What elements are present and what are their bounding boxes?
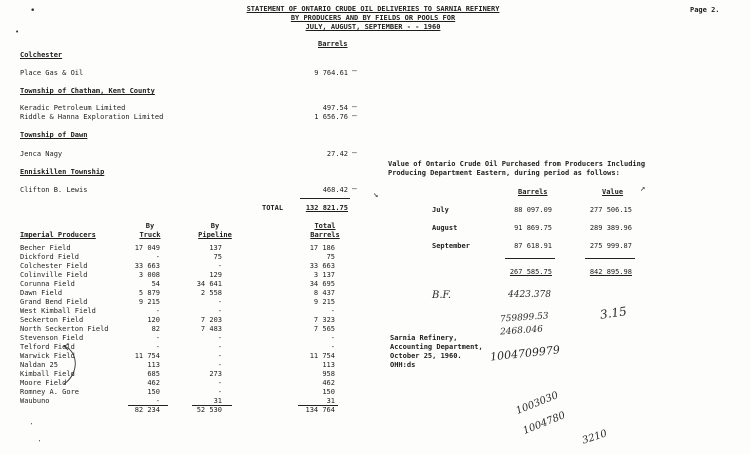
- handwritten-note: 2468.046: [499, 324, 544, 338]
- pen-mark: ‧: [38, 437, 41, 447]
- producer-barrels: 9 764.61: [314, 69, 348, 77]
- pipeline-value: -: [217, 379, 222, 387]
- truck-value: 11 754: [134, 352, 160, 360]
- section-heading: Colchester: [20, 51, 63, 59]
- total-barrels-value: 34 695: [309, 280, 335, 288]
- handwritten-note: 1004709979: [489, 343, 561, 364]
- truck-value: 462: [147, 379, 160, 387]
- producer-barrels: 27.42: [326, 150, 348, 158]
- producer-name: Jenca Nagy: [20, 150, 63, 158]
- handwritten-note: 4423.378: [508, 290, 551, 300]
- statement-title: STATEMENT OF ONTARIO CRUDE OIL DELIVERIES TO SARNIA REFINERY: [246, 5, 500, 13]
- truck-value: 54: [151, 280, 160, 288]
- pipeline-value: 7 483: [200, 325, 222, 333]
- total-barrels-value: 7 565: [313, 325, 335, 333]
- field-name: Kimball Field: [20, 370, 75, 378]
- month-barrels: 87 618.91: [514, 242, 552, 250]
- truck-value: 9 215: [138, 298, 160, 306]
- total-barrels-value: 958: [322, 370, 335, 378]
- producer-barrels: 468.42: [322, 186, 348, 194]
- total-value: 132 821.75: [305, 204, 348, 212]
- section-heading: Enniskillen Township: [20, 168, 105, 176]
- check-mark: —: [352, 184, 357, 193]
- value-intro: Producing Department Eastern, during period as follows:: [388, 169, 620, 177]
- barrels-header: Barrels: [318, 40, 348, 48]
- total-barrels-value: -: [330, 343, 335, 351]
- field-name: Colchester Field: [20, 262, 88, 270]
- col-pipeline-head: By: [210, 222, 220, 230]
- pen-mark: •: [30, 6, 36, 16]
- signoff-line: Accounting Department,: [390, 343, 483, 351]
- field-name: Dawn Field: [20, 289, 63, 297]
- total-barrels-value: 33 663: [309, 262, 335, 270]
- producer-name: Riddle & Hanna Exploration Limited: [20, 113, 164, 121]
- pipeline-value: -: [217, 352, 222, 360]
- truck-value: -: [155, 343, 160, 351]
- pipeline-value: 273: [209, 370, 222, 378]
- truck-value: 150: [147, 388, 160, 396]
- pipeline-value: -: [217, 334, 222, 342]
- month-label: September: [432, 242, 470, 250]
- check-mark: —: [352, 111, 357, 120]
- pipeline-value: -: [217, 361, 222, 369]
- truck-value: -: [155, 307, 160, 315]
- total-barrels-value: 9 215: [313, 298, 335, 306]
- total-barrels-value: 75: [326, 253, 335, 261]
- imperial-heading: Imperial Producers: [20, 231, 96, 239]
- pipeline-value: -: [217, 388, 222, 396]
- truck-value: 33 663: [134, 262, 160, 270]
- page-number: Page 2.: [690, 6, 720, 14]
- arrow-icon: [60, 343, 82, 387]
- pipeline-value: 2 558: [200, 289, 222, 297]
- month-barrels: 91 869.75: [514, 224, 552, 232]
- month-value: 275 999.87: [589, 242, 632, 250]
- total-barrels-value: 11 754: [309, 352, 335, 360]
- producer-name: Place Gas & Oil: [20, 69, 84, 77]
- field-name: Grand Bend Field: [20, 298, 88, 306]
- pipeline-value: 31: [213, 397, 222, 405]
- truck-value: 113: [147, 361, 160, 369]
- pipeline-value: -: [217, 298, 222, 306]
- month-label: July: [432, 206, 449, 214]
- handwritten-note: B.F.: [432, 290, 452, 301]
- value-col-barrels: Barrels: [518, 188, 548, 196]
- total-barrels-value: 113: [322, 361, 335, 369]
- check-mark: —: [352, 148, 357, 157]
- pen-mark: ↘: [373, 190, 379, 200]
- pen-mark: •: [15, 28, 20, 36]
- signoff-date: October 25, 1960.: [390, 352, 462, 360]
- field-name: North Seckerton Field: [20, 325, 109, 333]
- pipeline-total: 52 530: [196, 406, 222, 414]
- check-mark: —: [352, 102, 357, 111]
- col-total-head: Barrels: [310, 231, 340, 239]
- field-name: Colinville Field: [20, 271, 88, 279]
- handwritten-note: 1003030: [514, 390, 560, 417]
- pipeline-value: 129: [209, 271, 222, 279]
- truck-value: -: [155, 253, 160, 261]
- value-total-barrels: 267 585.75: [509, 268, 552, 276]
- total-barrels-value: 8 437: [313, 289, 335, 297]
- total-barrels-value: 7 323: [313, 316, 335, 324]
- total-label: TOTAL: [262, 204, 284, 212]
- field-name: Telford Field: [20, 343, 75, 351]
- statement-period: JULY, AUGUST, SEPTEMBER - - 1960: [305, 23, 441, 31]
- col-truck-head: Truck: [139, 231, 161, 239]
- producer-barrels: 497.54: [322, 104, 348, 112]
- truck-value: 5 879: [138, 289, 160, 297]
- field-name: Stevenson Field: [20, 334, 84, 342]
- total-barrels-value: 17 186: [309, 244, 335, 252]
- value-sum-rule: [585, 258, 635, 259]
- total-barrels-value: -: [330, 334, 335, 342]
- value-intro: Value of Ontario Crude Oil Purchased from Producers Including: [388, 160, 646, 168]
- truck-value: 120: [147, 316, 160, 324]
- field-name: Romney A. Gore: [20, 388, 80, 396]
- field-name: Naldan 25: [20, 361, 58, 369]
- field-name: Waubuno: [20, 397, 50, 405]
- producer-name: Clifton B. Lewis: [20, 186, 88, 194]
- total-barrels-value: 150: [322, 388, 335, 396]
- handwritten-note: 759899.53: [499, 311, 549, 325]
- month-barrels: 88 097.09: [514, 206, 552, 214]
- truck-value: -: [155, 397, 160, 405]
- field-name: Corunna Field: [20, 280, 75, 288]
- truck-value: 3 008: [138, 271, 160, 279]
- pipeline-value: -: [217, 262, 222, 270]
- pipeline-value: 137: [209, 244, 222, 252]
- field-name: Becher Field: [20, 244, 71, 252]
- pipeline-value: -: [217, 343, 222, 351]
- barrels-total: 134 764: [305, 406, 335, 414]
- signoff-line: Sarnia Refinery,: [390, 334, 458, 342]
- total-barrels-value: 3 137: [313, 271, 335, 279]
- check-mark: —: [352, 66, 357, 75]
- truck-value: 82: [151, 325, 160, 333]
- total-barrels-value: 31: [326, 397, 335, 405]
- col-total-head: Total: [314, 222, 336, 230]
- pen-mark: ‧: [30, 420, 33, 430]
- col-pipeline-head: Pipeline: [198, 231, 232, 239]
- handwritten-note: 3210: [580, 428, 609, 447]
- truck-value: -: [155, 334, 160, 342]
- truck-value: 17 049: [134, 244, 160, 252]
- pipeline-value: 7 203: [200, 316, 222, 324]
- total-barrels-value: 462: [322, 379, 335, 387]
- field-name: Moore Field: [20, 379, 67, 387]
- month-value: 277 506.15: [589, 206, 632, 214]
- pipeline-value: -: [217, 307, 222, 315]
- pen-mark: ↗: [640, 184, 646, 194]
- pipeline-value: 75: [213, 253, 222, 261]
- producer-barrels: 1 656.76: [314, 113, 348, 121]
- month-value: 289 389.96: [589, 224, 632, 232]
- month-label: August: [432, 224, 458, 232]
- field-name: Seckerton Field: [20, 316, 84, 324]
- section-heading: Township of Chatham, Kent County: [20, 87, 155, 95]
- total-barrels-value: -: [330, 307, 335, 315]
- statement-subtitle: BY PRODUCERS AND BY FIELDS OR POOLS FOR: [290, 14, 456, 22]
- section-heading: Township of Dawn: [20, 131, 88, 139]
- col-truck-head: By: [145, 222, 155, 230]
- truck-total: 82 234: [134, 406, 160, 414]
- signoff-initials: OHH:ds: [390, 361, 416, 369]
- field-name: Warwick Field: [20, 352, 75, 360]
- field-name: Dickford Field: [20, 253, 80, 261]
- handwritten-note: 3.15: [599, 304, 628, 322]
- value-col-value: Value: [602, 188, 624, 196]
- value-sum-rule: [505, 258, 555, 259]
- producer-name: Keradic Petroleum Limited: [20, 104, 126, 112]
- truck-value: 685: [147, 370, 160, 378]
- value-total-value: 842 895.98: [589, 268, 632, 276]
- handwritten-note: 1004780: [521, 410, 567, 437]
- field-name: West Kimball Field: [20, 307, 96, 315]
- pipeline-value: 34 641: [196, 280, 222, 288]
- total-rule: [300, 198, 350, 199]
